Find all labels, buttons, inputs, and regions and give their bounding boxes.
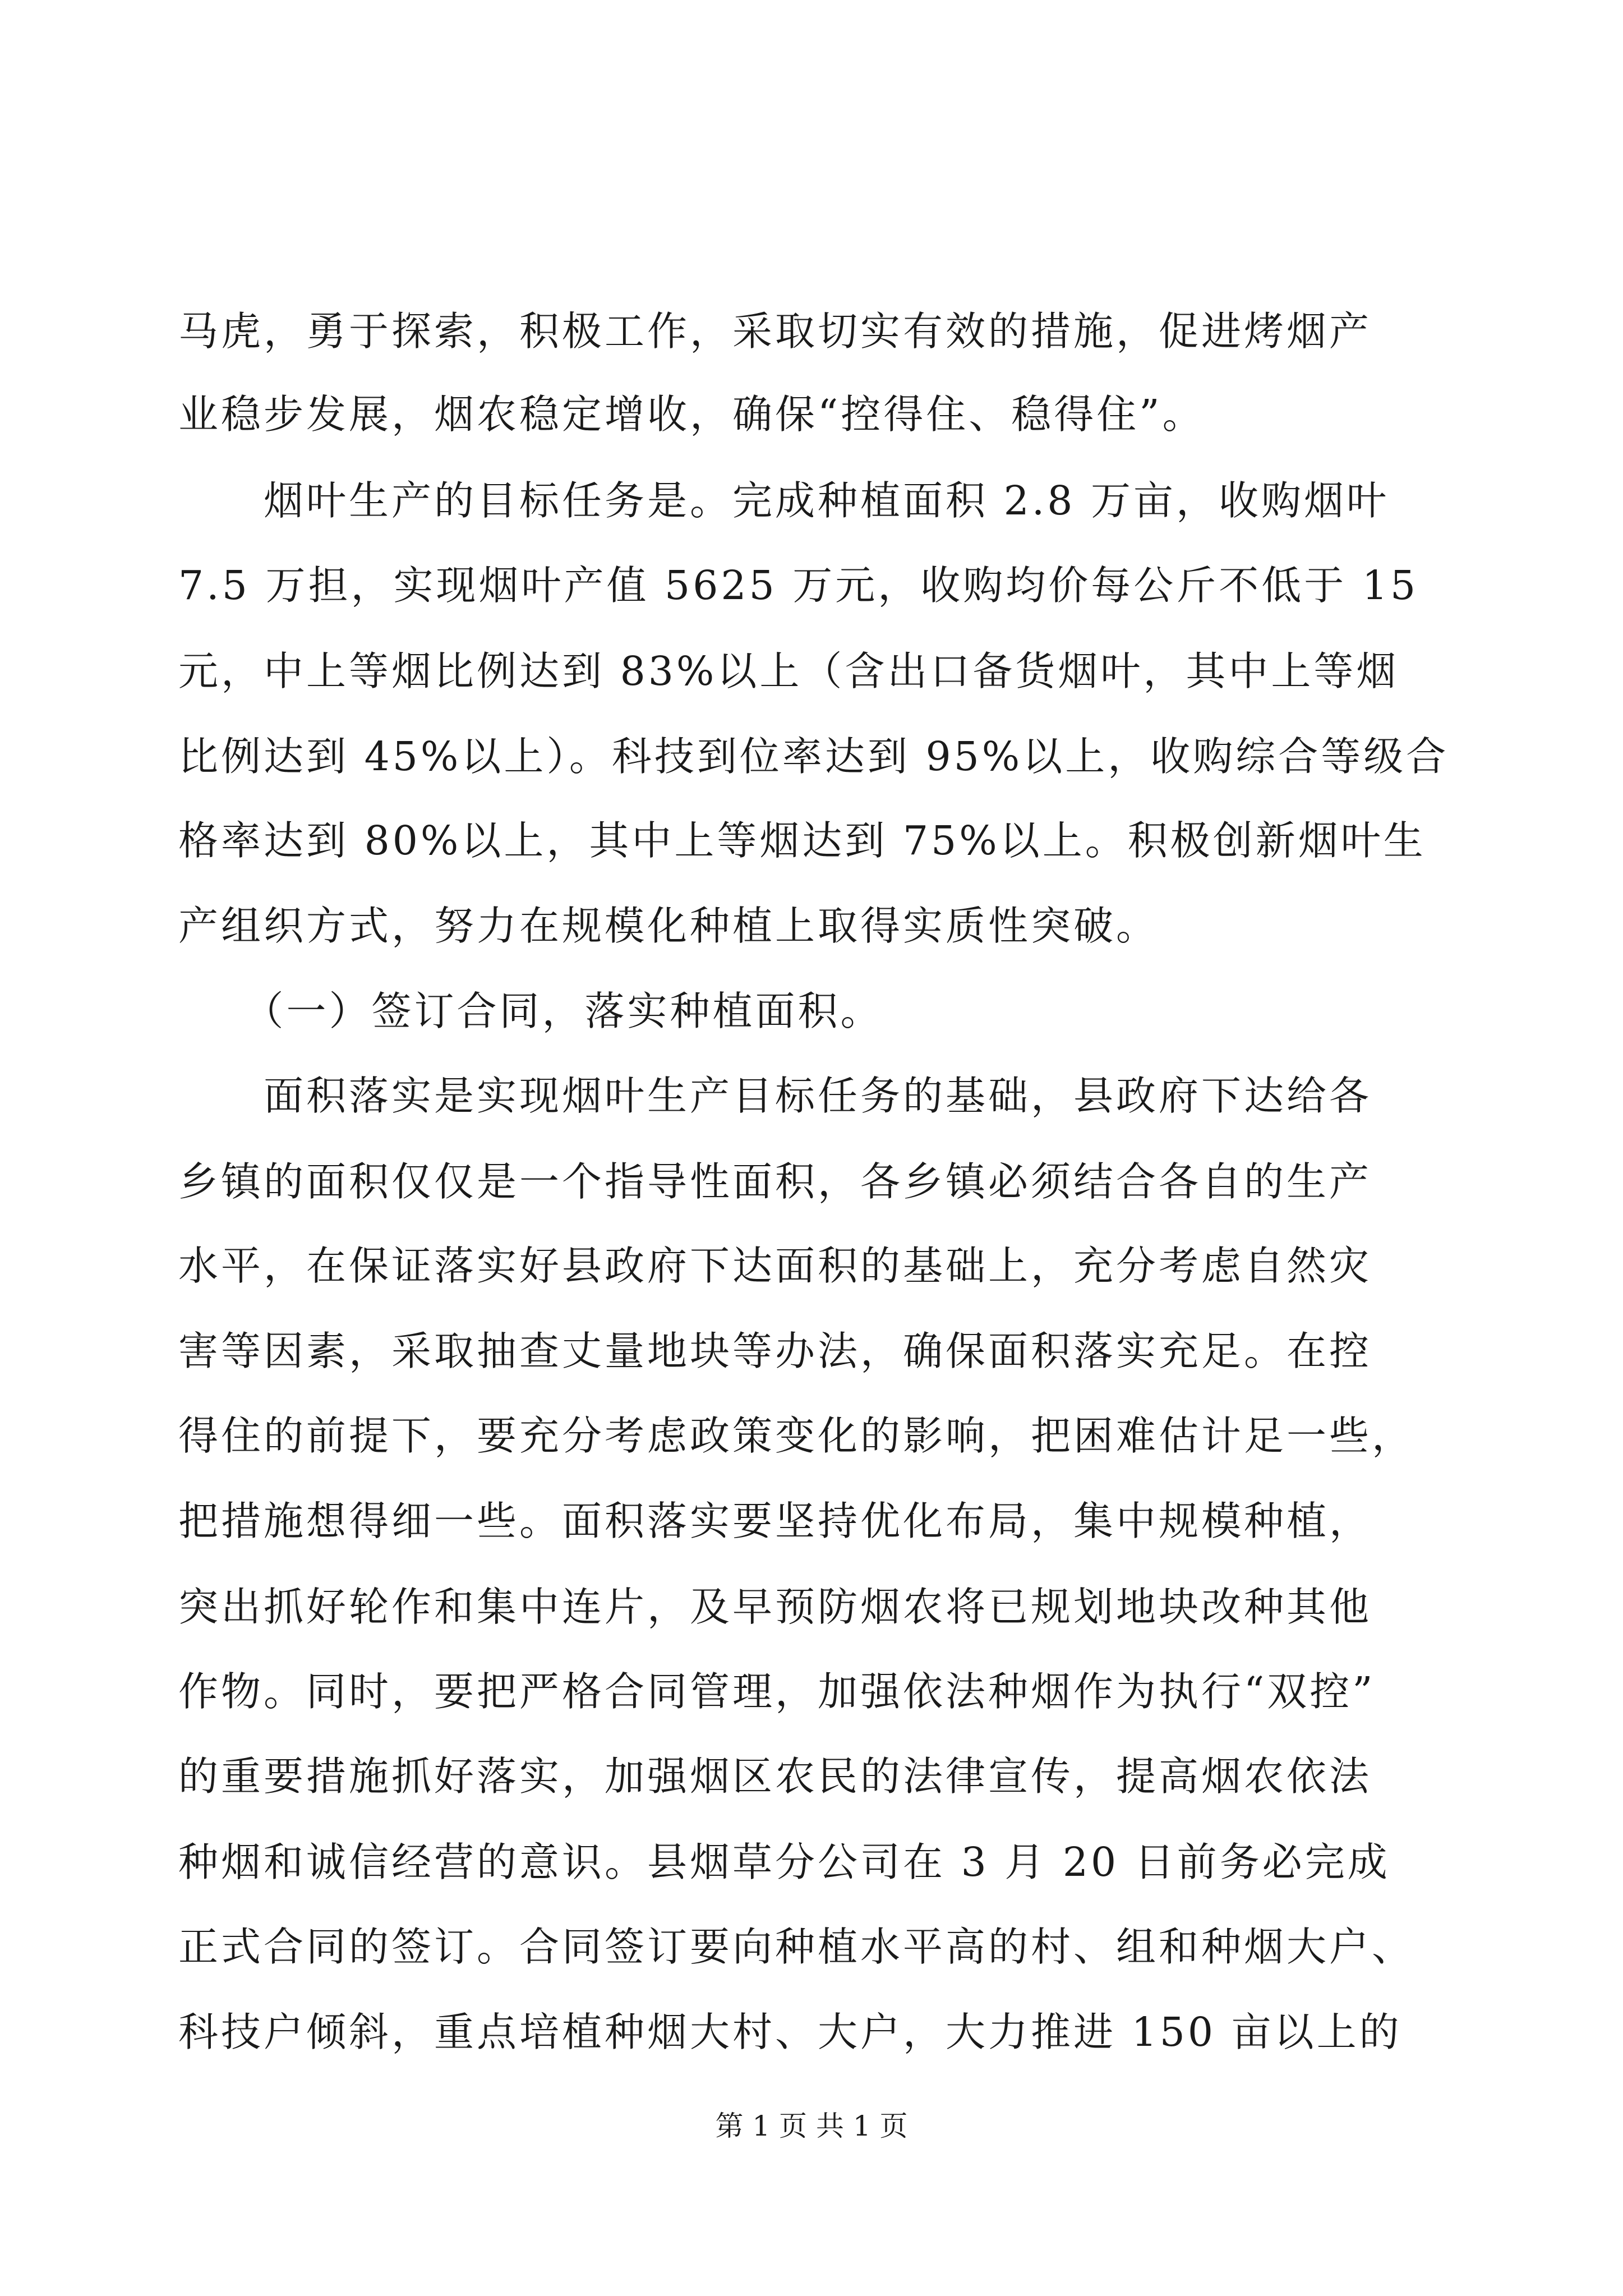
text-line-2: 业稳步发展，烟农稳定增收，确保“控得住、稳得住”。 [178,391,1205,438]
text-line-1: 马虎，勇于探索，积极工作，采取切实有效的措施，促进烤烟产 [178,308,1372,355]
page-number-footer: 第 1 页 共 1 页 [715,2110,908,2142]
text-line-3: 烟叶生产的目标任务是。完成种植面积 2.8 万亩，收购烟叶 [178,477,1390,524]
text-line-16: 突出抓好轮作和集中连片，及早预防烟农将已规划地块改种其他 [178,1584,1372,1630]
section-heading: （一）签订合同，落实种植面积。 [178,988,883,1034]
text-line-10: 面积落实是实现烟叶生产目标任务的基础，县政府下达给各 [178,1073,1372,1119]
text-line-13: 害等因素，采取抽查丈量地块等办法，确保面积落实充足。在控 [178,1328,1372,1374]
text-line-18: 的重要措施抓好落实，加强烟区农民的法律宣传，提高烟农依法 [178,1753,1372,1800]
text-line-4: 7.5 万担，实现烟叶产值 5625 万元，收购均价每公斤不低于 15 [178,562,1419,609]
text-line-21: 科技户倾斜，重点培植种烟大村、大户，大力推进 150 亩以上的 [178,2009,1402,2055]
text-line-19: 种烟和诚信经营的意识。县烟草分公司在 3 月 20 日前务必完成 [178,1839,1390,1885]
text-line-6: 比例达到 45%以上）。科技到位率达到 95%以上，收购综合等级合 [178,733,1449,780]
text-line-7: 格率达到 80%以上，其中上等烟达到 75%以上。积极创新烟叶生 [178,817,1426,864]
text-line-14: 得住的前提下，要充分考虑政策变化的影响，把困难估计足一些， [178,1412,1415,1459]
text-line-5: 元，中上等烟比例达到 83%以上（含出口备货烟叶，其中上等烟 [178,648,1399,694]
text-line-15: 把措施想得细一些。面积落实要坚持优化布局，集中规模种植， [178,1498,1372,1544]
text-line-12: 水平，在保证落实好县政府下达面积的基础上，充分考虑自然灾 [178,1243,1372,1289]
text-line-17: 作物。同时，要把严格合同管理，加强依法种烟作为执行“双控” [178,1668,1376,1715]
text-line-11: 乡镇的面积仅仅是一个指导性面积，各乡镇必须结合各自的生产 [178,1158,1372,1205]
text-line-20: 正式合同的签订。合同签订要向种植水平高的村、组和种烟大户、 [178,1924,1415,1970]
text-line-8: 产组织方式，努力在规模化种植上取得实质性突破。 [178,903,1159,949]
